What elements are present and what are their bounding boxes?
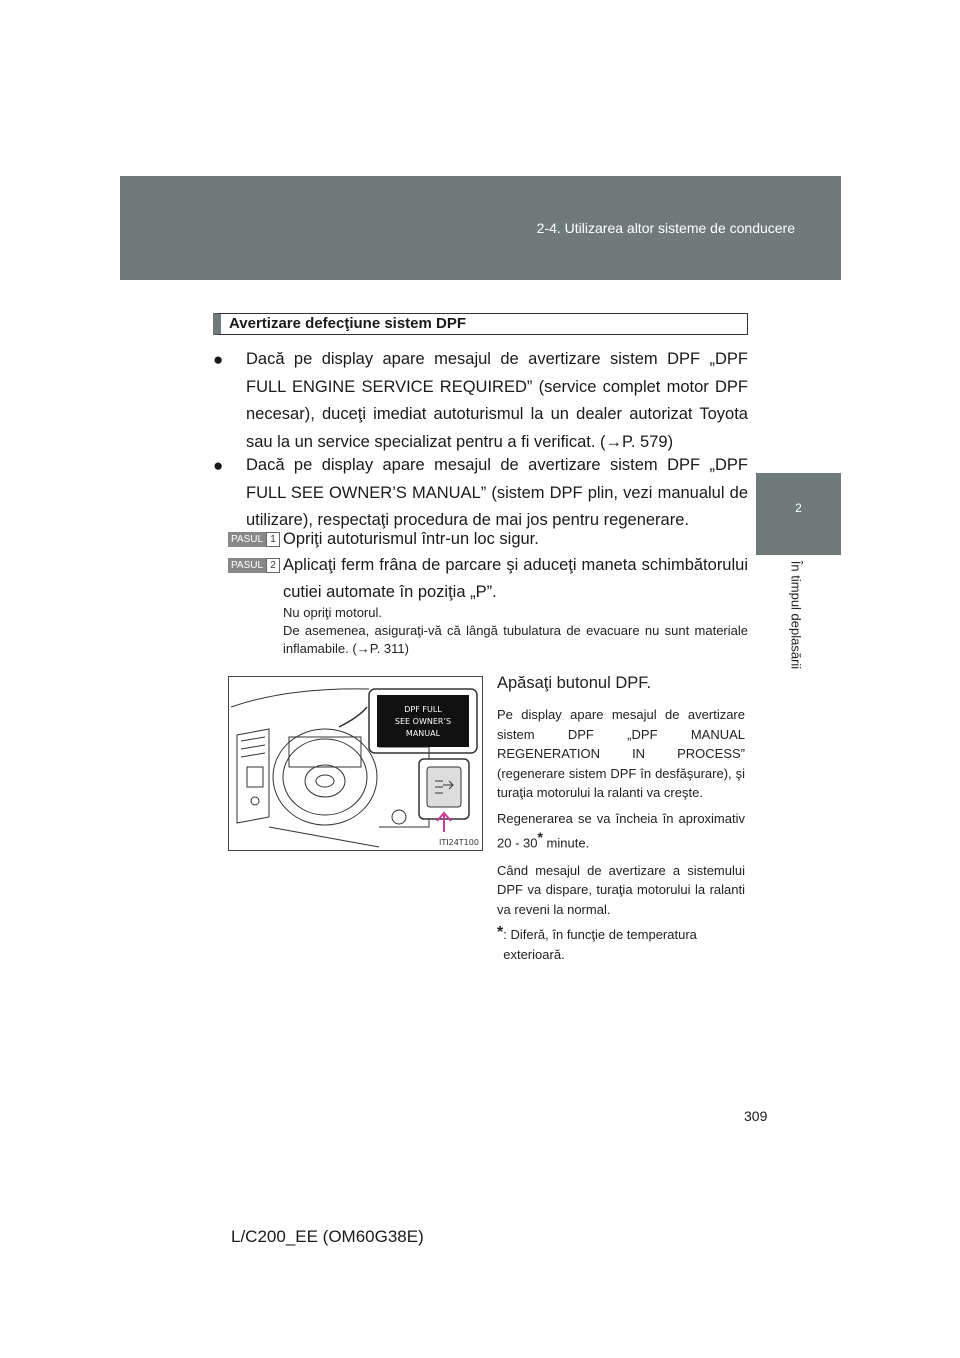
- step-badge: [228, 532, 280, 547]
- header-section-title: 2-4. Utilizarea altor sisteme de conducere: [536, 220, 795, 236]
- step-2: [228, 552, 748, 606]
- bullet-item: [213, 452, 748, 535]
- display-line: DPF FULL: [404, 705, 442, 714]
- step-badge: [228, 558, 280, 573]
- step-3-paragraph: Pe display apare mesajul de avertizare sistem DPF „DPF MANUAL REGENERATION IN PROCESS” (regenerare sistem DPF în desfăşurare), şi turaţia motorului la ralanti va creşte.: [497, 707, 745, 800]
- bullet-icon: ●: [213, 350, 224, 369]
- step-badge-word: PASUL: [228, 532, 266, 547]
- illustration-code: ITI24T100: [439, 838, 479, 847]
- step-2-note: Nu opriţi motorul.: [283, 605, 382, 620]
- step-3-heading: Apăsaţi butonul DPF.: [497, 674, 652, 692]
- bullet-text: Dacă pe display apare mesajul de avertizare sistem DPF „DPF FULL SEE OWNER’S MANUAL” (sistem DPF plin, vezi manualul de utilizare), respectaţi procedura de mai jos pentru regenerare.: [246, 456, 748, 529]
- chapter-label: [784, 550, 808, 680]
- chapter-number: 2: [795, 501, 802, 515]
- step-1: [228, 526, 748, 553]
- display-line: SEE OWNER’S: [394, 717, 452, 726]
- step-text: Opriţi autoturismul într-un loc sigur.: [283, 530, 539, 548]
- chapter-label-text: În timpul deplasării: [788, 560, 804, 670]
- footnote-asterisk: *: [497, 924, 504, 942]
- document-code: L/C200_EE (OM60G38E): [231, 1227, 424, 1246]
- bullet-item: [213, 346, 748, 456]
- dashboard-illustration: [228, 676, 483, 851]
- dashboard-drawing: [229, 677, 482, 850]
- footnote-text: : Diferă, în funcţie de temperatura exterioară.: [503, 927, 697, 962]
- step-3-column: [497, 674, 745, 964]
- bullet-icon: ●: [213, 456, 224, 475]
- minutes-text: minute.: [542, 835, 590, 851]
- step-badge-number: 2: [266, 558, 280, 573]
- step-3-paragraph-text: Regenerarea se va încheia în aproximativ 20 - 30: [497, 810, 745, 851]
- step-badge-word: PASUL: [228, 558, 266, 573]
- step-badge-number: 1: [266, 532, 280, 547]
- step-3-paragraph: [497, 809, 745, 853]
- bullet-text: Dacă pe display apare mesajul de avertizare sistem DPF „DPF FULL ENGINE SERVICE REQUIRED” (service complet motor DPF necesar), duceţi imediat autoturismul la un dealer autorizat Toyota sau la un service specializat pentru a fi verificat. (→P. 579): [246, 350, 748, 451]
- display-line: MANUAL: [405, 729, 441, 738]
- chapter-tab: [756, 473, 841, 555]
- step-3-paragraph: Când mesajul de avertizare a sistemului DPF va dispare, turaţia motorului la ralanti va reveni la normal.: [497, 862, 745, 917]
- header-band: [120, 176, 841, 280]
- page-number: 309: [744, 1108, 768, 1124]
- step-2-note: De asemenea, asiguraţi-vă că lângă tubulatura de evacuare nu sunt materiale inflamabile. (→P. 311): [283, 623, 748, 656]
- section-title: Avertizare defecţiune sistem DPF: [213, 313, 748, 335]
- asterisk-mark: *: [537, 829, 543, 845]
- footnote: [497, 925, 745, 964]
- step-text: Aplicaţi ferm frâna de parcare şi aduceţi maneta schimbătorului cutiei automate în poziţia „P”.: [283, 556, 748, 601]
